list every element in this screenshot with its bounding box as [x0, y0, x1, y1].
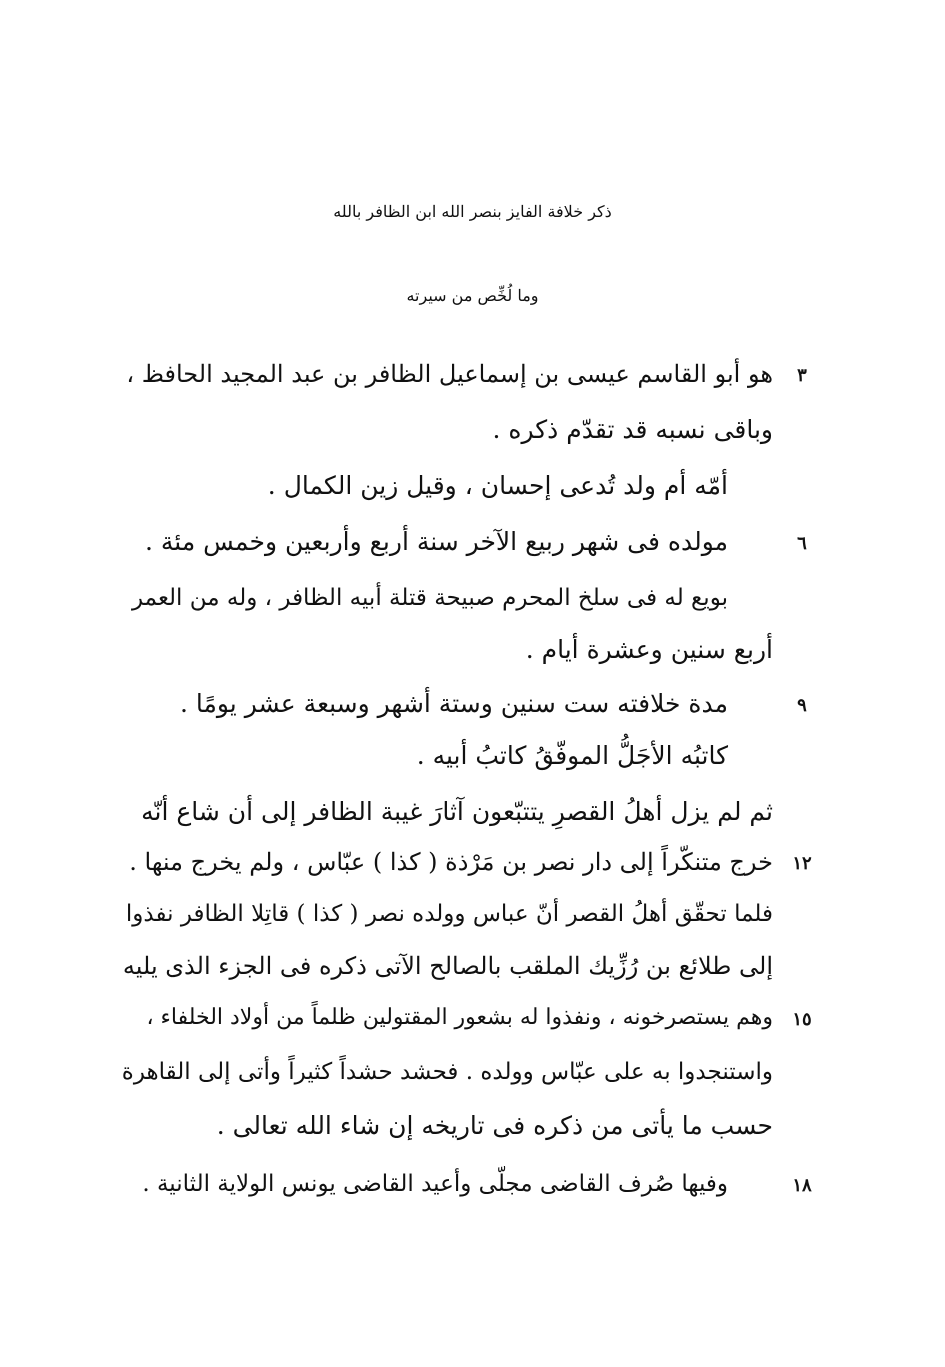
chapter-heading-line-2: وما لُخِّص من سيرته [406, 286, 539, 305]
body-line: حسب ما يأتى من ذكره فى تاريخه إن شاء الله تعالى . [216, 1111, 773, 1140]
body-line: هو أبو القاسم عيسى بن إسماعيل الظافر بن عبد المجيد الحافظ ، [126, 360, 773, 388]
body-line: خرج متنكّراً إلى دار نصر بن مَرْذة ( كذا ) عبّاس ، ولم يخرج منها . [129, 848, 773, 876]
line-number: ٣ [797, 365, 807, 386]
body-line: ثم لم يزل أهلُ القصرِ يتتبّعون آثارَ غيبة الظافر إلى أن شاع أنّه [141, 797, 773, 826]
line-number: ١٢ [792, 853, 812, 874]
line-number: ١٥ [792, 1009, 812, 1030]
chapter-heading-line-1: ذكر خلافة الفايز بنصر الله ابن الظافر بالله [333, 202, 612, 221]
line-number: ١٨ [792, 1175, 812, 1196]
body-line: وباقى نسبه قد تقدّم ذكره . [492, 415, 773, 444]
body-line: فلما تحقّق أهلُ القصر أنّ عباس وولده نصر ( كذا ) قاتِلا الظافر نفذوا [125, 901, 773, 927]
body-line: مولده فى شهر ربيع الآخر سنة أربع وأربعين وخمس مئة . [145, 527, 728, 556]
body-line: أمّه أم ولد تُدعى إحسان ، وقيل زين الكمال . [267, 471, 728, 500]
body-line: بويع له فى سلخ المحرم صبيحة قتلة أبيه الظافر ، وله من العمر [131, 585, 728, 611]
body-line: وفيها صُرف القاضى مجلّى وأعيد القاضى يونس الولاية الثانية . [142, 1171, 728, 1197]
body-line: مدة خلافته ست سنين وستة أشهر وسبعة عشر يومًا . [179, 689, 728, 718]
body-line: كاتبُه الأجَلُّ الموفّقُ كاتبُ أبيه . [416, 741, 728, 770]
body-line: وهم يستصرخونه ، ونفذوا له بشعور المقتولين ظلماً من أولاد الخلفاء ، [146, 1005, 773, 1030]
body-line: واستنجدوا به على عبّاس وولده . فحشد حشداً كثيراً وأتى إلى القاهرة [121, 1059, 773, 1085]
body-line: إلى طلائع بن رُزِّيك الملقب بالصالح الآتى ذكره فى الجزء الذى يليه [122, 952, 773, 980]
line-number: ٩ [797, 695, 807, 716]
line-number: ٦ [797, 533, 807, 554]
body-line: أربع سنين وعشرة أيام . [525, 635, 773, 664]
